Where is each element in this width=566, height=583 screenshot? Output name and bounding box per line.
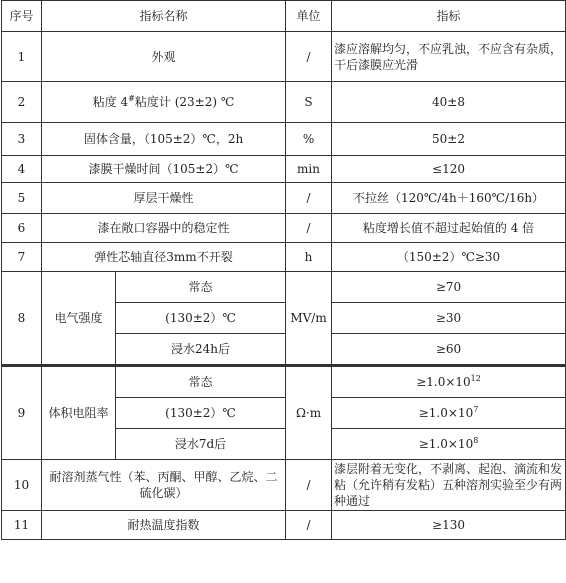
row-unit: MV/m <box>286 272 332 366</box>
row-unit: / <box>286 214 332 243</box>
row-no: 7 <box>2 243 42 272</box>
row-condition: 浸水24h后 <box>116 334 286 366</box>
row-unit: h <box>286 243 332 272</box>
table-row <box>2 272 566 303</box>
row-name: 固体含量，（105±2）℃，2h <box>42 123 286 156</box>
row-no: 9 <box>2 366 42 460</box>
row-spec-base: ≥1.0×10 <box>418 406 474 420</box>
table-row <box>2 156 566 183</box>
row-condition: 浸水7d后 <box>116 429 286 460</box>
header-spec: 指标 <box>332 1 566 32</box>
row-spec <box>332 429 566 460</box>
table-row <box>2 243 566 272</box>
row-spec: ≥60 <box>332 334 566 366</box>
row-unit: / <box>286 32 332 82</box>
row-spec-exponent: 7 <box>473 405 479 414</box>
header-unit: 单位 <box>286 1 332 32</box>
row-spec: 不拉丝（120℃/4h＋160℃/16h） <box>332 183 566 214</box>
table-row <box>2 183 566 214</box>
row-name: 漆膜干燥时间（105±2）℃ <box>42 156 286 183</box>
row-name-part: 粘度计 (23±2) ℃ <box>134 95 235 109</box>
row-no: 11 <box>2 511 42 540</box>
row-no: 8 <box>2 272 42 366</box>
row-unit: / <box>286 511 332 540</box>
table-row <box>2 214 566 243</box>
table-row <box>2 366 566 398</box>
table-row <box>2 82 566 123</box>
row-spec: 漆应溶解均匀，不应乳浊，不应含有杂质，干后漆膜应光滑 <box>332 32 566 82</box>
row-spec: ≥30 <box>332 303 566 334</box>
row-unit: / <box>286 183 332 214</box>
row-unit: Ω·m <box>286 366 332 460</box>
row-spec <box>332 366 566 398</box>
row-unit: / <box>286 460 332 511</box>
row-spec-exponent: 12 <box>470 374 481 383</box>
row-no: 4 <box>2 156 42 183</box>
row-no: 10 <box>2 460 42 511</box>
row-no: 5 <box>2 183 42 214</box>
row-spec: ≤120 <box>332 156 566 183</box>
row-name: 耐热温度指数 <box>42 511 286 540</box>
table-row <box>2 460 566 511</box>
row-name: 电气强度 <box>42 272 116 366</box>
header-row <box>2 1 566 32</box>
row-no: 2 <box>2 82 42 123</box>
row-name: 厚层干燥性 <box>42 183 286 214</box>
row-spec: ≥70 <box>332 272 566 303</box>
row-spec-exponent: 8 <box>473 436 479 445</box>
row-condition: (130±2）℃ <box>116 398 286 429</box>
row-unit: min <box>286 156 332 183</box>
row-name: 弹性芯轴直径3mm不开裂 <box>42 243 286 272</box>
header-name: 指标名称 <box>42 1 286 32</box>
row-spec: 粘度增长值不超过起始值的 4 倍 <box>332 214 566 243</box>
row-spec: 40±8 <box>332 82 566 123</box>
row-spec: （150±2）℃≥30 <box>332 243 566 272</box>
row-name: 外观 <box>42 32 286 82</box>
table-row <box>2 32 566 82</box>
row-name: 漆在敞口容器中的稳定性 <box>42 214 286 243</box>
header-no: 序号 <box>2 1 42 32</box>
table-row <box>2 123 566 156</box>
row-spec: ≥130 <box>332 511 566 540</box>
row-spec-base: ≥1.0×10 <box>418 437 474 451</box>
row-name <box>42 82 286 123</box>
row-unit: S <box>286 82 332 123</box>
row-spec: 漆层附着无变化，不剥离、起泡、滴流和发粘（允许稍有发粘）五种溶剂实验至少有两种通过 <box>332 460 566 511</box>
row-no: 6 <box>2 214 42 243</box>
row-name: 耐溶剂蒸气性（苯、丙酮、甲醇、乙烷、二硫化碳） <box>42 460 286 511</box>
row-condition: 常态 <box>116 366 286 398</box>
row-name-part: 粘度 4 <box>92 95 129 109</box>
table-row <box>2 511 566 540</box>
spec-table <box>1 0 566 540</box>
row-condition: (130±2）℃ <box>116 303 286 334</box>
row-no: 3 <box>2 123 42 156</box>
row-name-sup: # <box>128 94 135 103</box>
row-name: 体积电阻率 <box>42 366 116 460</box>
row-condition: 常态 <box>116 272 286 303</box>
row-spec-base: ≥1.0×10 <box>416 375 471 389</box>
row-spec: 50±2 <box>332 123 566 156</box>
row-no: 1 <box>2 32 42 82</box>
row-spec <box>332 398 566 429</box>
row-unit: % <box>286 123 332 156</box>
